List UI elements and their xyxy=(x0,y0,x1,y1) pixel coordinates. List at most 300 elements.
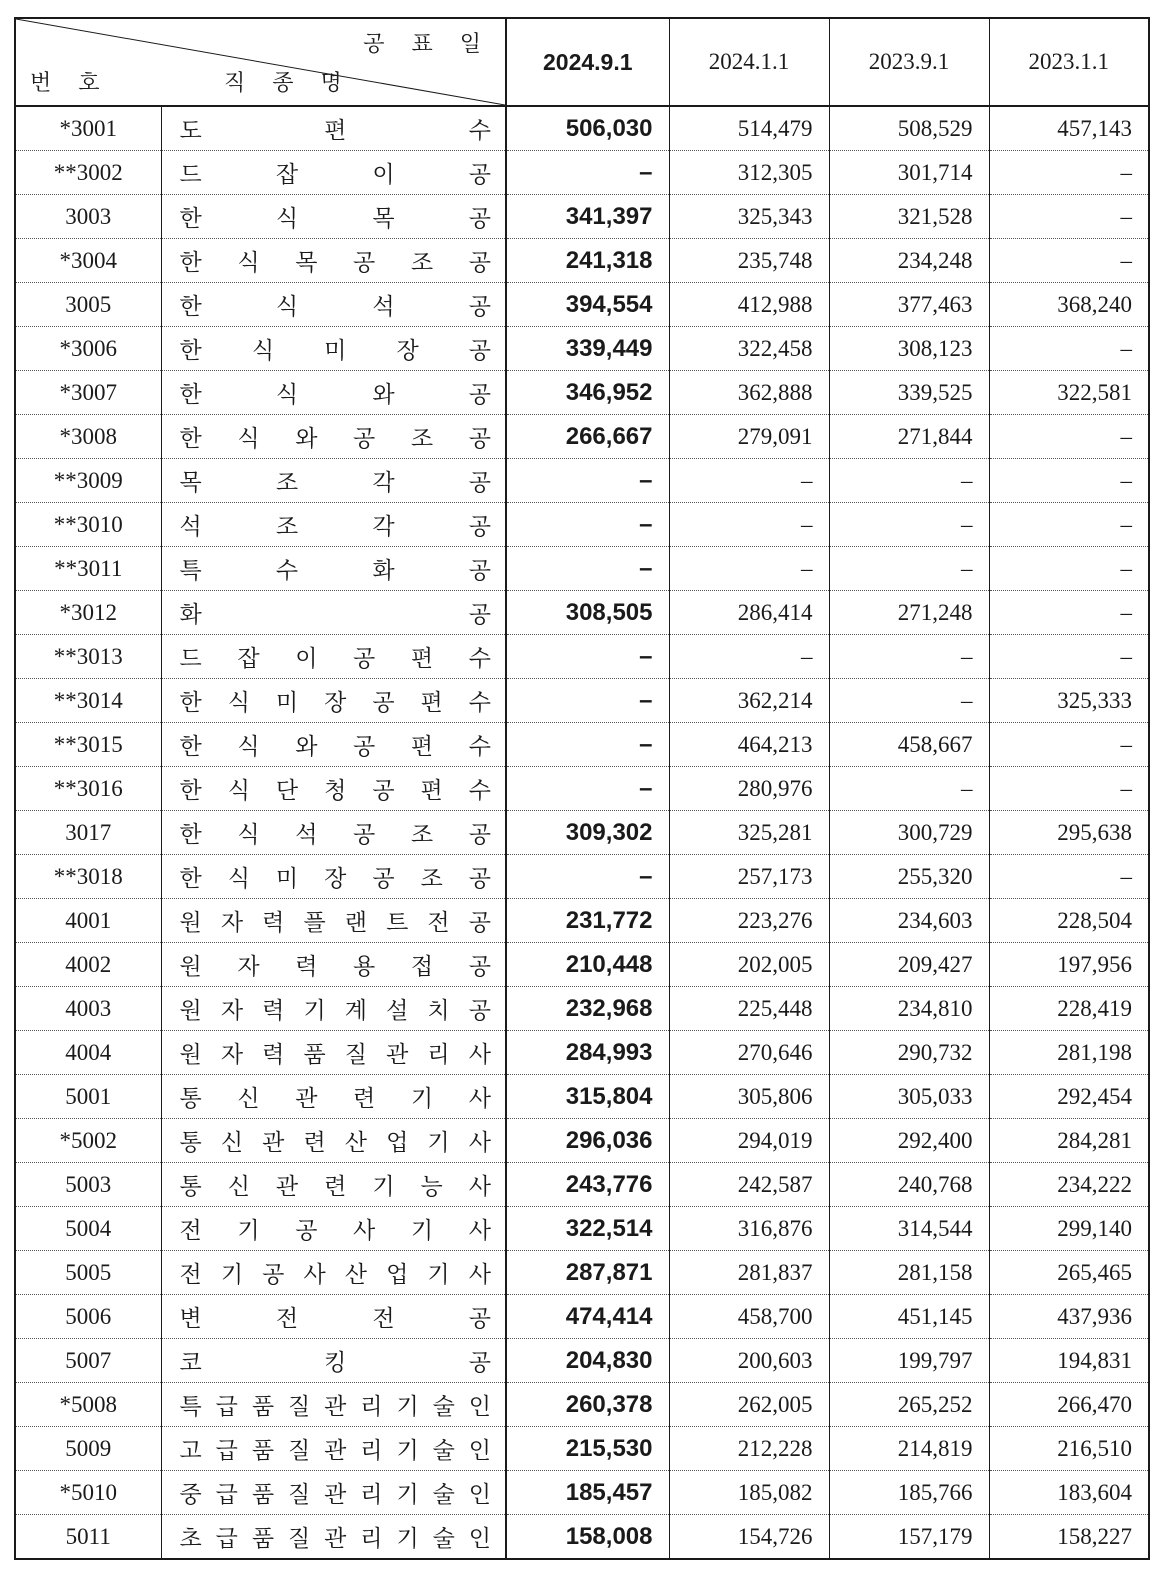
wage-value: 377,463 xyxy=(829,283,989,327)
job-name-char: 품 xyxy=(251,1526,275,1552)
job-name-char: 조 xyxy=(410,250,434,276)
wage-table xyxy=(14,17,1150,1560)
job-name-char: 식 xyxy=(227,690,250,716)
job-name-char: 질 xyxy=(344,1042,367,1068)
job-name-char: 플 xyxy=(303,910,326,936)
job-name-char: 기 xyxy=(427,1130,450,1156)
table-row xyxy=(15,547,1149,591)
wage-value: 194,831 xyxy=(989,1339,1149,1383)
job-name-char: 랜 xyxy=(344,910,367,936)
date-header: 2023.1.1 xyxy=(989,18,1149,106)
job-name-char: 능 xyxy=(420,1174,443,1200)
job-name xyxy=(161,679,506,723)
wage-value: – xyxy=(506,151,669,195)
job-name-char: 공 xyxy=(353,734,376,760)
wage-value: 154,726 xyxy=(669,1515,829,1560)
job-name-char: 공 xyxy=(468,470,491,496)
table-row xyxy=(15,1471,1149,1515)
wage-value: 316,876 xyxy=(669,1207,829,1251)
job-name-char: 원 xyxy=(179,954,202,980)
wage-value: 204,830 xyxy=(506,1339,669,1383)
job-name xyxy=(161,371,506,415)
wage-value: 234,248 xyxy=(829,239,989,283)
job-code: 5007 xyxy=(15,1339,161,1383)
job-name-text xyxy=(180,112,492,145)
wage-value: 281,837 xyxy=(669,1251,829,1295)
job-code: 4001 xyxy=(15,899,161,943)
job-name-char: 자 xyxy=(237,954,260,980)
wage-value: 308,123 xyxy=(829,327,989,371)
job-name-char: 전 xyxy=(179,1218,202,1244)
wage-value: 197,956 xyxy=(989,943,1149,987)
job-name-char: 관 xyxy=(386,1042,409,1068)
header-diagonal-cell xyxy=(15,18,506,106)
table-row xyxy=(15,151,1149,195)
job-name-char: 수 xyxy=(275,558,299,584)
wage-value: 271,844 xyxy=(829,415,989,459)
job-name-char: 원 xyxy=(179,910,202,936)
job-name-char: 사 xyxy=(468,1042,491,1068)
job-name-char: 질 xyxy=(287,1394,311,1420)
wage-value: 292,454 xyxy=(989,1075,1149,1119)
wage-value: 286,414 xyxy=(669,591,829,635)
job-name-char: 리 xyxy=(427,1042,450,1068)
job-name-char: 통 xyxy=(179,1086,202,1112)
wage-value: – xyxy=(506,723,669,767)
wage-value: 284,281 xyxy=(989,1119,1149,1163)
job-name-char: 화 xyxy=(372,558,395,584)
job-name xyxy=(161,503,506,547)
wage-value: 362,214 xyxy=(669,679,829,723)
job-name-text xyxy=(180,420,492,453)
job-name-char: 사 xyxy=(468,1218,491,1244)
job-code: *5008 xyxy=(15,1383,161,1427)
job-name-text xyxy=(180,1344,492,1377)
job-name-char: 련 xyxy=(353,1086,376,1112)
job-name-char: 편 xyxy=(420,690,443,716)
job-name-char: 공 xyxy=(468,250,491,276)
job-name xyxy=(161,415,506,459)
wage-value: 210,448 xyxy=(506,943,669,987)
job-name-label: 직 종 명 xyxy=(224,71,352,96)
job-code: **3015 xyxy=(15,723,161,767)
announce-date-label: 공 표 일 xyxy=(363,32,491,57)
job-name-char: 전 xyxy=(179,1262,202,1288)
job-name-char: 기 xyxy=(237,1218,260,1244)
wage-value: 212,228 xyxy=(669,1427,829,1471)
job-name-char: 리 xyxy=(360,1482,383,1508)
job-code: **3013 xyxy=(15,635,161,679)
job-name-char: 기 xyxy=(396,1526,419,1552)
job-name-text xyxy=(180,1520,492,1553)
job-name-char: 원 xyxy=(179,1042,202,1068)
job-name-char: 기 xyxy=(372,1174,395,1200)
job-name-char: 편 xyxy=(324,118,347,144)
wage-value: 265,252 xyxy=(829,1383,989,1427)
job-name-char: 관 xyxy=(324,1526,347,1552)
job-name-char: 신 xyxy=(220,1130,244,1156)
wage-value: 280,976 xyxy=(669,767,829,811)
job-name-char: 공 xyxy=(372,690,395,716)
table-row xyxy=(15,1207,1149,1251)
job-name-char: 조 xyxy=(410,822,434,848)
table-row xyxy=(15,1119,1149,1163)
job-name-text xyxy=(180,1212,492,1245)
job-name-char: 수 xyxy=(468,690,491,716)
job-name-char: 술 xyxy=(432,1438,455,1464)
wage-value: 300,729 xyxy=(829,811,989,855)
wage-value: 158,227 xyxy=(989,1515,1149,1560)
wage-value: 287,871 xyxy=(506,1251,669,1295)
job-name-char: 급 xyxy=(215,1438,238,1464)
job-name-char: 목 xyxy=(179,470,202,496)
job-name xyxy=(161,899,506,943)
table-row xyxy=(15,723,1149,767)
job-name-text xyxy=(180,728,492,761)
job-name xyxy=(161,1031,506,1075)
job-name-char: 력 xyxy=(262,910,285,936)
wage-value: 412,988 xyxy=(669,283,829,327)
table-row xyxy=(15,1163,1149,1207)
job-name-text xyxy=(180,1388,492,1421)
wage-value: 474,414 xyxy=(506,1295,669,1339)
job-name-char: 장 xyxy=(324,690,347,716)
job-name-char: 장 xyxy=(324,866,347,892)
job-code: *3004 xyxy=(15,239,161,283)
job-name-char: 수 xyxy=(468,778,491,804)
job-name-char: 이 xyxy=(295,646,318,672)
job-code: 3005 xyxy=(15,283,161,327)
wage-value: 266,470 xyxy=(989,1383,1149,1427)
job-name xyxy=(161,239,506,283)
job-name xyxy=(161,327,506,371)
wage-value: 266,667 xyxy=(506,415,669,459)
wage-value: – xyxy=(989,635,1149,679)
job-name-char: 조 xyxy=(410,426,434,452)
job-name-char: 수 xyxy=(468,734,491,760)
job-name-char: 력 xyxy=(262,998,285,1024)
job-name-char: 사 xyxy=(468,1130,491,1156)
job-name-char: 산 xyxy=(344,1262,367,1288)
job-name-char: 한 xyxy=(179,690,202,716)
wage-value: – xyxy=(669,503,829,547)
job-name-char: 기 xyxy=(427,1262,450,1288)
wage-value: – xyxy=(989,503,1149,547)
table-row xyxy=(15,327,1149,371)
job-name-char: 사 xyxy=(468,1262,491,1288)
wage-value: 243,776 xyxy=(506,1163,669,1207)
job-name-char: 단 xyxy=(275,778,299,804)
wage-value: 200,603 xyxy=(669,1339,829,1383)
job-name-char: 미 xyxy=(275,866,299,892)
wage-value: 284,993 xyxy=(506,1031,669,1075)
table-row xyxy=(15,1383,1149,1427)
job-name-char: 기 xyxy=(410,1218,434,1244)
job-name-char: 공 xyxy=(468,602,491,628)
job-name-char: 공 xyxy=(468,206,491,232)
table-row xyxy=(15,1515,1149,1560)
wage-value: 362,888 xyxy=(669,371,829,415)
table-row xyxy=(15,1075,1149,1119)
wage-value: 260,378 xyxy=(506,1383,669,1427)
job-code: 5003 xyxy=(15,1163,161,1207)
wage-value: 215,530 xyxy=(506,1427,669,1471)
job-name-char: 급 xyxy=(215,1482,238,1508)
job-name-char: 전 xyxy=(372,1306,395,1332)
job-name-char: 식 xyxy=(237,426,260,452)
job-name-char: 편 xyxy=(410,734,434,760)
job-name-char: 한 xyxy=(179,250,202,276)
wage-value: – xyxy=(506,547,669,591)
wage-value: 458,667 xyxy=(829,723,989,767)
job-name-char: 공 xyxy=(468,954,491,980)
wage-value: 325,343 xyxy=(669,195,829,239)
job-name-char: 목 xyxy=(372,206,395,232)
wage-value: 309,302 xyxy=(506,811,669,855)
job-name-char: 품 xyxy=(251,1394,275,1420)
job-name-char: 력 xyxy=(295,954,318,980)
wage-value: – xyxy=(506,459,669,503)
job-name-text xyxy=(180,860,492,893)
job-name-char: 공 xyxy=(353,426,376,452)
job-name-text xyxy=(180,464,492,497)
job-name-char: 석 xyxy=(295,822,318,848)
job-name-char: 드 xyxy=(179,646,202,672)
job-name-char: 공 xyxy=(468,162,491,188)
wage-value: 209,427 xyxy=(829,943,989,987)
wage-value: 223,276 xyxy=(669,899,829,943)
job-name-char: 한 xyxy=(179,426,202,452)
job-name xyxy=(161,811,506,855)
job-name-text xyxy=(180,244,492,277)
job-name-char: 한 xyxy=(179,866,202,892)
job-name-char: 장 xyxy=(396,338,419,364)
job-name-char: 리 xyxy=(360,1394,383,1420)
wage-value: – xyxy=(989,767,1149,811)
job-name-char: 질 xyxy=(287,1438,311,1464)
wage-value: 265,465 xyxy=(989,1251,1149,1295)
table-row xyxy=(15,1251,1149,1295)
wage-value: 325,333 xyxy=(989,679,1149,723)
job-name xyxy=(161,1295,506,1339)
job-name-char: 특 xyxy=(179,1394,202,1420)
job-name-text xyxy=(180,1432,492,1465)
table-row xyxy=(15,371,1149,415)
job-name-char: 용 xyxy=(353,954,376,980)
wage-value: 202,005 xyxy=(669,943,829,987)
job-name-char: 조 xyxy=(420,866,443,892)
job-name-char: 와 xyxy=(295,426,318,452)
job-name-char: 공 xyxy=(372,866,395,892)
job-name-char: 미 xyxy=(275,690,299,716)
wage-value: – xyxy=(506,767,669,811)
wage-value: 185,766 xyxy=(829,1471,989,1515)
wage-value: 234,810 xyxy=(829,987,989,1031)
job-name-char: 공 xyxy=(468,910,491,936)
job-name-text xyxy=(180,816,492,849)
job-name-char: 한 xyxy=(179,206,202,232)
job-name-char: 공 xyxy=(468,1350,491,1376)
table-row xyxy=(15,591,1149,635)
wage-value: – xyxy=(989,459,1149,503)
job-name-char: 식 xyxy=(251,338,275,364)
wage-value: – xyxy=(989,327,1149,371)
table-row xyxy=(15,239,1149,283)
wage-value: 299,140 xyxy=(989,1207,1149,1251)
wage-value: – xyxy=(989,195,1149,239)
job-name-char: 자 xyxy=(220,1042,244,1068)
job-name-text xyxy=(180,1124,492,1157)
job-name-char: 식 xyxy=(275,382,299,408)
job-name-char: 자 xyxy=(220,910,244,936)
job-name xyxy=(161,635,506,679)
job-name-char: 품 xyxy=(251,1438,275,1464)
job-name-text xyxy=(180,596,492,629)
wage-value: 322,514 xyxy=(506,1207,669,1251)
wage-value: 312,305 xyxy=(669,151,829,195)
job-name-char: 기 xyxy=(410,1086,434,1112)
job-name-char: 수 xyxy=(468,646,491,672)
job-name-text xyxy=(180,200,492,233)
job-name-char: 전 xyxy=(427,910,450,936)
job-name xyxy=(161,459,506,503)
wage-value: 506,030 xyxy=(506,106,669,151)
job-name-char: 한 xyxy=(179,822,202,848)
job-name-char: 화 xyxy=(179,602,202,628)
job-name-char: 사 xyxy=(468,1086,491,1112)
wage-value: 241,318 xyxy=(506,239,669,283)
job-name-text xyxy=(180,1168,492,1201)
wage-value: 257,173 xyxy=(669,855,829,899)
job-name-text xyxy=(180,684,492,717)
wage-value: – xyxy=(989,547,1149,591)
wage-value: – xyxy=(829,547,989,591)
wage-value: 292,400 xyxy=(829,1119,989,1163)
wage-value: – xyxy=(989,415,1149,459)
job-name xyxy=(161,283,506,327)
job-name-char: 편 xyxy=(410,646,434,672)
table-row xyxy=(15,899,1149,943)
job-name xyxy=(161,987,506,1031)
job-code: *5010 xyxy=(15,1471,161,1515)
table-row xyxy=(15,767,1149,811)
job-name-char: 질 xyxy=(287,1482,311,1508)
job-code: **3016 xyxy=(15,767,161,811)
wage-value: 228,504 xyxy=(989,899,1149,943)
date-header: 2024.1.1 xyxy=(669,18,829,106)
job-name-char: 련 xyxy=(324,1174,347,1200)
job-name-char: 산 xyxy=(344,1130,367,1156)
wage-value: – xyxy=(829,635,989,679)
job-name-char: 기 xyxy=(396,1438,419,1464)
wage-value: – xyxy=(989,239,1149,283)
job-code: 5005 xyxy=(15,1251,161,1295)
wage-value: 235,748 xyxy=(669,239,829,283)
table-row xyxy=(15,195,1149,239)
job-name-char: 공 xyxy=(468,294,491,320)
job-name xyxy=(161,1339,506,1383)
job-name-char: 관 xyxy=(324,1394,347,1420)
job-name-char: 청 xyxy=(324,778,347,804)
job-name-char: 잡 xyxy=(237,646,260,672)
job-name-char: 리 xyxy=(360,1438,383,1464)
job-name xyxy=(161,1119,506,1163)
table-row xyxy=(15,459,1149,503)
wage-value: 294,019 xyxy=(669,1119,829,1163)
job-name-char: 미 xyxy=(324,338,347,364)
job-name-char: 식 xyxy=(227,778,250,804)
job-name-char: 통 xyxy=(179,1174,202,1200)
job-name-char: 도 xyxy=(179,118,202,144)
job-name-char: 식 xyxy=(237,734,260,760)
wage-value: 508,529 xyxy=(829,106,989,151)
job-name-char: 기 xyxy=(396,1394,419,1420)
table-body xyxy=(15,106,1149,1559)
wage-value: 281,158 xyxy=(829,1251,989,1295)
job-name-char: 설 xyxy=(386,998,409,1024)
job-name-char: 변 xyxy=(179,1306,202,1332)
job-code: *5002 xyxy=(15,1119,161,1163)
job-name-char: 술 xyxy=(432,1526,455,1552)
wage-value: 321,528 xyxy=(829,195,989,239)
wage-value: – xyxy=(829,767,989,811)
job-name-text xyxy=(180,1300,492,1333)
job-name-char: 계 xyxy=(344,998,367,1024)
job-name-char: 한 xyxy=(179,734,202,760)
job-name-char: 급 xyxy=(215,1526,238,1552)
job-code: *3007 xyxy=(15,371,161,415)
job-name xyxy=(161,1383,506,1427)
wage-value: – xyxy=(829,459,989,503)
job-name-text xyxy=(180,948,492,981)
job-code: 5009 xyxy=(15,1427,161,1471)
job-name-text xyxy=(180,772,492,805)
job-name-char: 수 xyxy=(468,118,491,144)
job-code: 3003 xyxy=(15,195,161,239)
job-name-char: 인 xyxy=(468,1438,491,1464)
table-row xyxy=(15,415,1149,459)
job-name-char: 각 xyxy=(372,470,395,496)
job-name-char: 초 xyxy=(179,1526,202,1552)
job-code: *3001 xyxy=(15,106,161,151)
job-name-char: 사 xyxy=(303,1262,326,1288)
job-name-char: 조 xyxy=(275,514,299,540)
job-name-text xyxy=(180,508,492,541)
wage-value: 305,033 xyxy=(829,1075,989,1119)
job-name-char: 관 xyxy=(324,1438,347,1464)
job-name xyxy=(161,1163,506,1207)
wage-value: – xyxy=(989,151,1149,195)
wage-value: 296,036 xyxy=(506,1119,669,1163)
job-name-char: 한 xyxy=(179,294,202,320)
job-name-char: 코 xyxy=(179,1350,202,1376)
job-name-char: 치 xyxy=(427,998,450,1024)
table-row xyxy=(15,987,1149,1031)
wage-value: 437,936 xyxy=(989,1295,1149,1339)
job-name-char: 급 xyxy=(215,1394,238,1420)
wage-value: 240,768 xyxy=(829,1163,989,1207)
job-name xyxy=(161,1471,506,1515)
wage-value: 339,449 xyxy=(506,327,669,371)
job-name-char: 품 xyxy=(303,1042,326,1068)
table-row xyxy=(15,943,1149,987)
wage-value: – xyxy=(506,635,669,679)
job-name-text xyxy=(180,376,492,409)
wage-value: 228,419 xyxy=(989,987,1149,1031)
job-name-char: 공 xyxy=(468,514,491,540)
table-row xyxy=(15,1031,1149,1075)
job-name-char: 킹 xyxy=(324,1350,347,1376)
